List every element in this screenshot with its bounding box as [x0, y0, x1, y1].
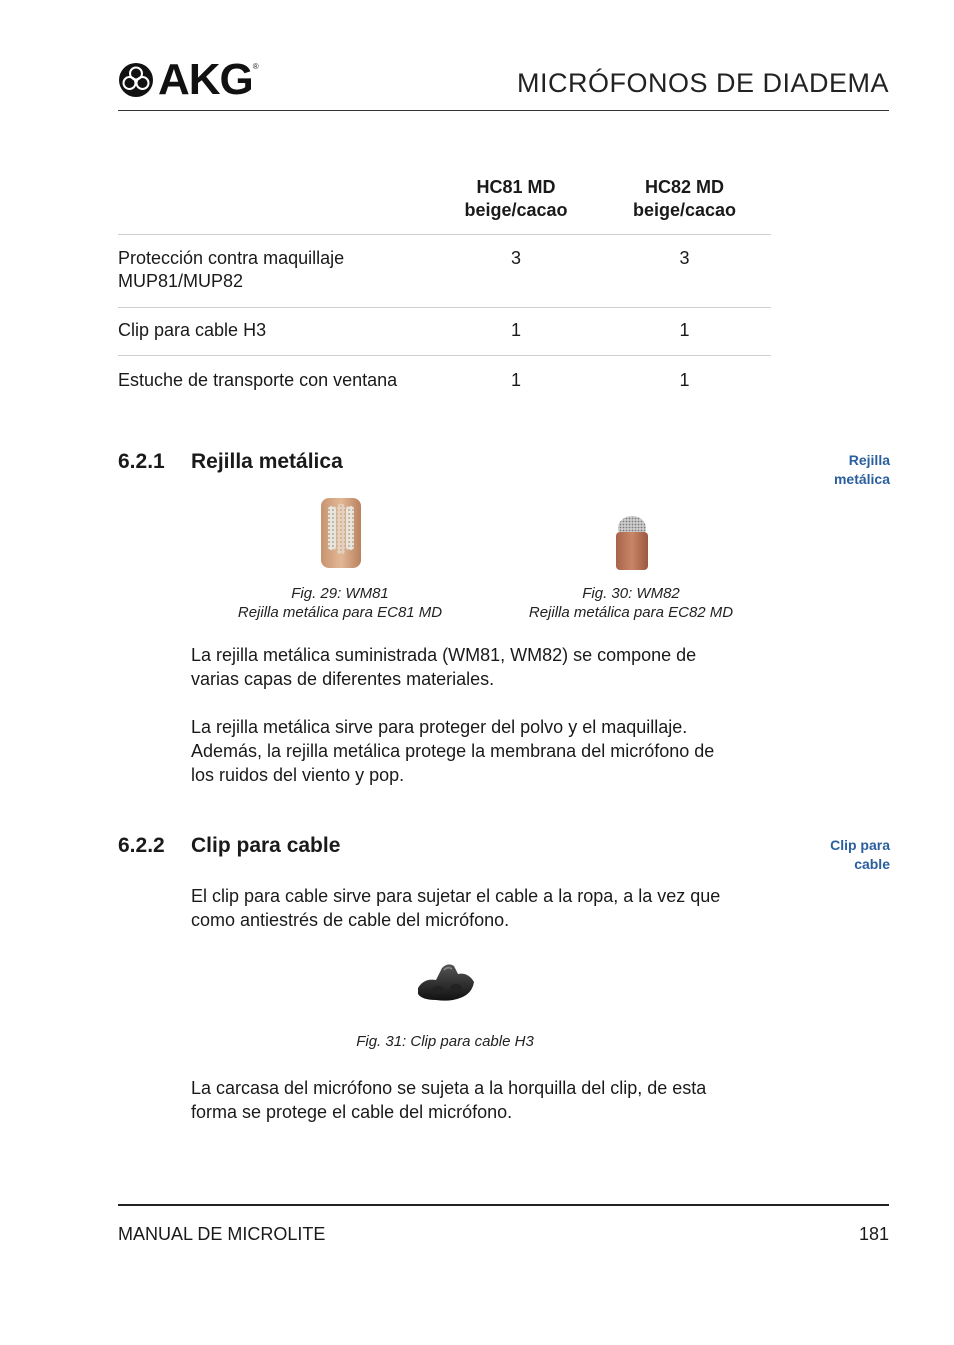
paragraph-clip-1 [191, 884, 771, 932]
wm81-windscreen-image [319, 496, 363, 570]
margin-note-line: metálica [833, 471, 890, 487]
paragraph-rejilla-1 [191, 643, 771, 691]
row-value-hc82: 1 [679, 370, 690, 390]
row-label-line: Protección contra maquillaje [118, 248, 345, 268]
section-number: 6.2.2 [118, 834, 165, 857]
paragraph-line: Además, la rejilla metálica protege la membrana del micrófono de [191, 741, 715, 761]
paragraph-line: varias capas de diferentes materiales. [191, 669, 495, 689]
paragraph-line: como antiestrés de cable del micrófono. [191, 910, 510, 930]
table-row [118, 356, 771, 404]
caption-line: Fig. 29: WM81 [291, 585, 389, 602]
row-value-hc81: 3 [434, 235, 598, 308]
row-label-line: MUP81/MUP82 [118, 271, 244, 291]
h3-cable-clip-image [414, 960, 476, 1006]
paragraph-line: El clip para cable sirve para sujetar el cable a la ropa, a la vez que [191, 886, 721, 906]
row-value-hc82: 3 [598, 235, 771, 308]
paragraph-line: forma se protege el cable del micrófono. [191, 1102, 513, 1122]
margin-note-line: cable [854, 856, 890, 872]
accessories-table [118, 168, 771, 403]
figure-caption-31: Fig. 31: Clip para cable H3 [356, 1033, 534, 1050]
paragraph-line: los ruidos del viento y pop. [191, 765, 405, 785]
header-hc81-color: beige/cacao [464, 200, 568, 220]
paragraph-clip-2 [191, 1076, 771, 1124]
table-header-hc82 [598, 168, 771, 235]
section-heading-clip [118, 834, 340, 858]
margin-note-line: Rejilla [848, 452, 890, 468]
akg-logo [118, 55, 259, 104]
table-row [118, 308, 771, 356]
registered-mark: ® [252, 61, 259, 71]
margin-note-line: Clip para [830, 837, 890, 853]
paragraph-line: La rejilla metálica sirve para proteger del polvo y el maquillaje. [191, 717, 688, 737]
figure-caption-29 [220, 584, 460, 622]
margin-note-rejilla [834, 451, 890, 489]
margin-note-clip [830, 836, 890, 874]
section-title: Rejilla metálica [191, 450, 343, 473]
section-heading-rejilla [118, 450, 343, 474]
caption-line: Fig. 30: WM82 [582, 585, 680, 602]
akg-emblem-icon [118, 62, 154, 98]
row-value-hc82: 1 [598, 308, 771, 356]
page-header [118, 56, 889, 111]
section-number: 6.2.1 [118, 450, 165, 473]
caption-line: Rejilla metálica para EC81 MD [237, 604, 443, 621]
row-label [118, 235, 434, 308]
header-hc81-model: HC81 MD [476, 177, 556, 197]
paragraph-line: La rejilla metálica suministrada (WM81, WM82) se compone de [191, 645, 697, 665]
table-header-hc81 [434, 168, 598, 235]
row-value-hc81: 1 [434, 308, 598, 356]
table-header-empty [118, 168, 434, 235]
page-footer [118, 1204, 889, 1244]
wm82-windscreen-image [613, 514, 651, 572]
row-label: Estuche de transporte con ventana [118, 370, 398, 390]
footer-manual-title: MANUAL DE MICROLITE [118, 1224, 326, 1244]
caption-line: Rejilla metálica para EC82 MD [528, 604, 734, 621]
paragraph-line: La carcasa del micrófono se sujeta a la horquilla del clip, de esta [191, 1078, 707, 1098]
header-hc82-model: HC82 MD [644, 177, 724, 197]
table-row [118, 235, 771, 308]
page-title: MICRÓFONOS DE DIADEMA [516, 68, 889, 98]
row-label: Clip para cable H3 [118, 308, 434, 356]
row-value-hc81: 1 [510, 370, 521, 390]
table-header-row [118, 168, 771, 235]
section-title: Clip para cable [191, 834, 341, 857]
figure-caption-30 [506, 584, 756, 622]
header-hc82-color: beige/cacao [632, 200, 737, 220]
page-number: 181 [858, 1224, 889, 1244]
logo-wordmark: AKG [158, 55, 253, 104]
paragraph-rejilla-2 [191, 715, 771, 787]
